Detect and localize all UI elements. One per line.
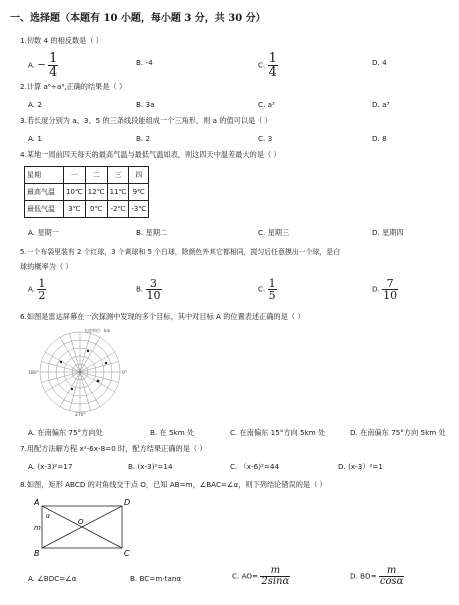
rectangle-figure xyxy=(28,496,138,562)
radar-label-180: 180° xyxy=(28,371,39,376)
radar-label-0: 0° xyxy=(122,371,128,376)
q8-stem: 8.如图，矩形 ABCD 的对角线交于点 O，已知 AB=m，∠BAC=∠α，则下列结论错误的是（ ） xyxy=(20,480,327,489)
q1-c-fraction: $\frac{1}{4}$ xyxy=(268,51,277,80)
q5-option-d[interactable]: D. $\frac{7}{10}$ xyxy=(372,277,398,302)
q6-option-d[interactable]: D. 在南偏东 75°方向 5km 处 xyxy=(350,428,446,437)
q3-stem: 3.若长度分别为 a、3、5 的三条线段能组成一个三角形，则 a 的值可以是（ ） xyxy=(20,116,272,125)
point-d-label: D xyxy=(124,498,131,507)
q1-a-fraction: $\frac{1}{4}$ xyxy=(49,51,58,80)
q4-option-b[interactable]: B. 星期二 xyxy=(136,228,168,237)
q5-a-fraction: $\frac{1}{2}$ xyxy=(38,277,46,302)
q4-stem: 4.某地一周前四天每天的最高气温与最低气温如表，则这四天中温差最大的是（ ） xyxy=(20,150,281,159)
q5-b-fraction: $\frac{3}{10}$ xyxy=(146,277,161,302)
q1-option-c[interactable]: C. $\frac{1}{4}$ xyxy=(258,51,277,80)
q5-option-c[interactable]: C. $\frac{1}{5}$ xyxy=(258,277,276,302)
q4-option-c[interactable]: C. 星期三 xyxy=(258,228,290,237)
point-a-label: A xyxy=(34,498,40,507)
q6-option-b[interactable]: B. 在 5km 处 xyxy=(150,428,195,437)
q1-option-a[interactable]: A. − $\frac{1}{4}$ xyxy=(28,51,58,80)
q3-option-b[interactable]: B. 2 xyxy=(136,134,151,143)
q8-d-fraction: $\frac{m}{\cos\alpha}$ xyxy=(379,565,404,587)
q1-option-d[interactable]: D. 4 xyxy=(372,58,387,67)
q6-option-a[interactable]: A. 在南偏东 75°方向处 xyxy=(28,428,103,437)
q7-option-a[interactable]: A. (x-3)²=17 xyxy=(28,462,73,471)
q5-stem-line2: 球的概率为（ ） xyxy=(20,262,73,271)
q4-option-a[interactable]: A. 星期一 xyxy=(28,228,59,237)
table-row: 最低气温 3℃ 0℃ -2℃ -3℃ xyxy=(25,201,149,218)
radar-diagram xyxy=(28,326,138,416)
q5-c-fraction: $\frac{1}{5}$ xyxy=(268,277,276,302)
q5-stem-line1: 5.一个布袋里装有 2 个红球，3 个黄球和 5 个白球，除颜色外其它都相同，搅匀后任意摸出一个球，是白 xyxy=(20,248,341,256)
temperature-table xyxy=(24,166,149,218)
q7-option-b[interactable]: B. (x-3)²=14 xyxy=(128,462,173,471)
q8-option-d[interactable]: D. BD= $\frac{m}{\cos\alpha}$ xyxy=(350,565,404,587)
q6-stem: 6.如图是雷达屏幕在一次探测中发现的多个目标，其中对目标 A 的位置表述正确的是（ ） xyxy=(20,312,305,321)
q7-stem: 7.用配方法解方程 x²-6x-8=0 时，配方结果正确的是（ ） xyxy=(20,444,207,453)
point-c-label: C xyxy=(124,549,130,558)
q2-option-c[interactable]: C. a² xyxy=(258,100,275,109)
q1-stem: 1.仞数 4 的相反数是（ ） xyxy=(20,36,103,45)
side-m-label: m xyxy=(34,524,41,532)
section-title: 一、选择题（本题有 10 小题，每小题 3 分，共 30 分） xyxy=(10,13,266,24)
q2-option-b[interactable]: B. 3a xyxy=(136,100,155,109)
q2-option-d[interactable]: D. a³ xyxy=(372,100,390,109)
table-row: 最高气温 10℃ 12℃ 11℃ 9℃ xyxy=(25,184,149,201)
point-b-label: B xyxy=(34,549,40,558)
q8-option-a[interactable]: A. ∠BDC=∠α xyxy=(28,574,77,583)
q8-option-c[interactable]: C. AO= $\frac{m}{2\sin\alpha}$ xyxy=(232,565,290,587)
q3-option-d[interactable]: D. 8 xyxy=(372,134,387,143)
q7-option-d[interactable]: D. (x-3）²=1 xyxy=(338,462,383,471)
point-o-label: O xyxy=(78,518,84,526)
q6-option-c[interactable]: C. 在南偏东 15°方向 5km 处 xyxy=(230,428,326,437)
table-header-row: 星期 一 二 三 四 xyxy=(25,167,149,184)
angle-alpha-label: α xyxy=(46,513,50,520)
q8-option-b[interactable]: B. BC=m·tanα xyxy=(130,574,182,583)
q8-c-fraction: $\frac{m}{2\sin\alpha}$ xyxy=(261,565,290,587)
q5-option-b[interactable]: B. $\frac{3}{10}$ xyxy=(136,277,161,302)
q3-option-c[interactable]: C. 3 xyxy=(258,134,273,143)
q7-option-c[interactable]: C. （x-6)²=44 xyxy=(230,462,280,471)
q1-option-b[interactable]: B. -4 xyxy=(136,58,153,67)
q4-option-d[interactable]: D. 星期四 xyxy=(372,228,404,237)
q5-d-fraction: $\frac{7}{10}$ xyxy=(383,277,398,302)
radar-unit-label: 长度单位：km xyxy=(84,328,111,333)
q2-option-a[interactable]: A. 2 xyxy=(28,100,42,109)
q3-option-a[interactable]: A. 1 xyxy=(28,134,42,143)
q2-stem: 2.计算 a⁶÷a³,正确的结果是（ ） xyxy=(20,82,127,91)
radar-label-270: 270° xyxy=(75,413,86,416)
q5-option-a[interactable]: A. $\frac{1}{2}$ xyxy=(28,277,46,302)
